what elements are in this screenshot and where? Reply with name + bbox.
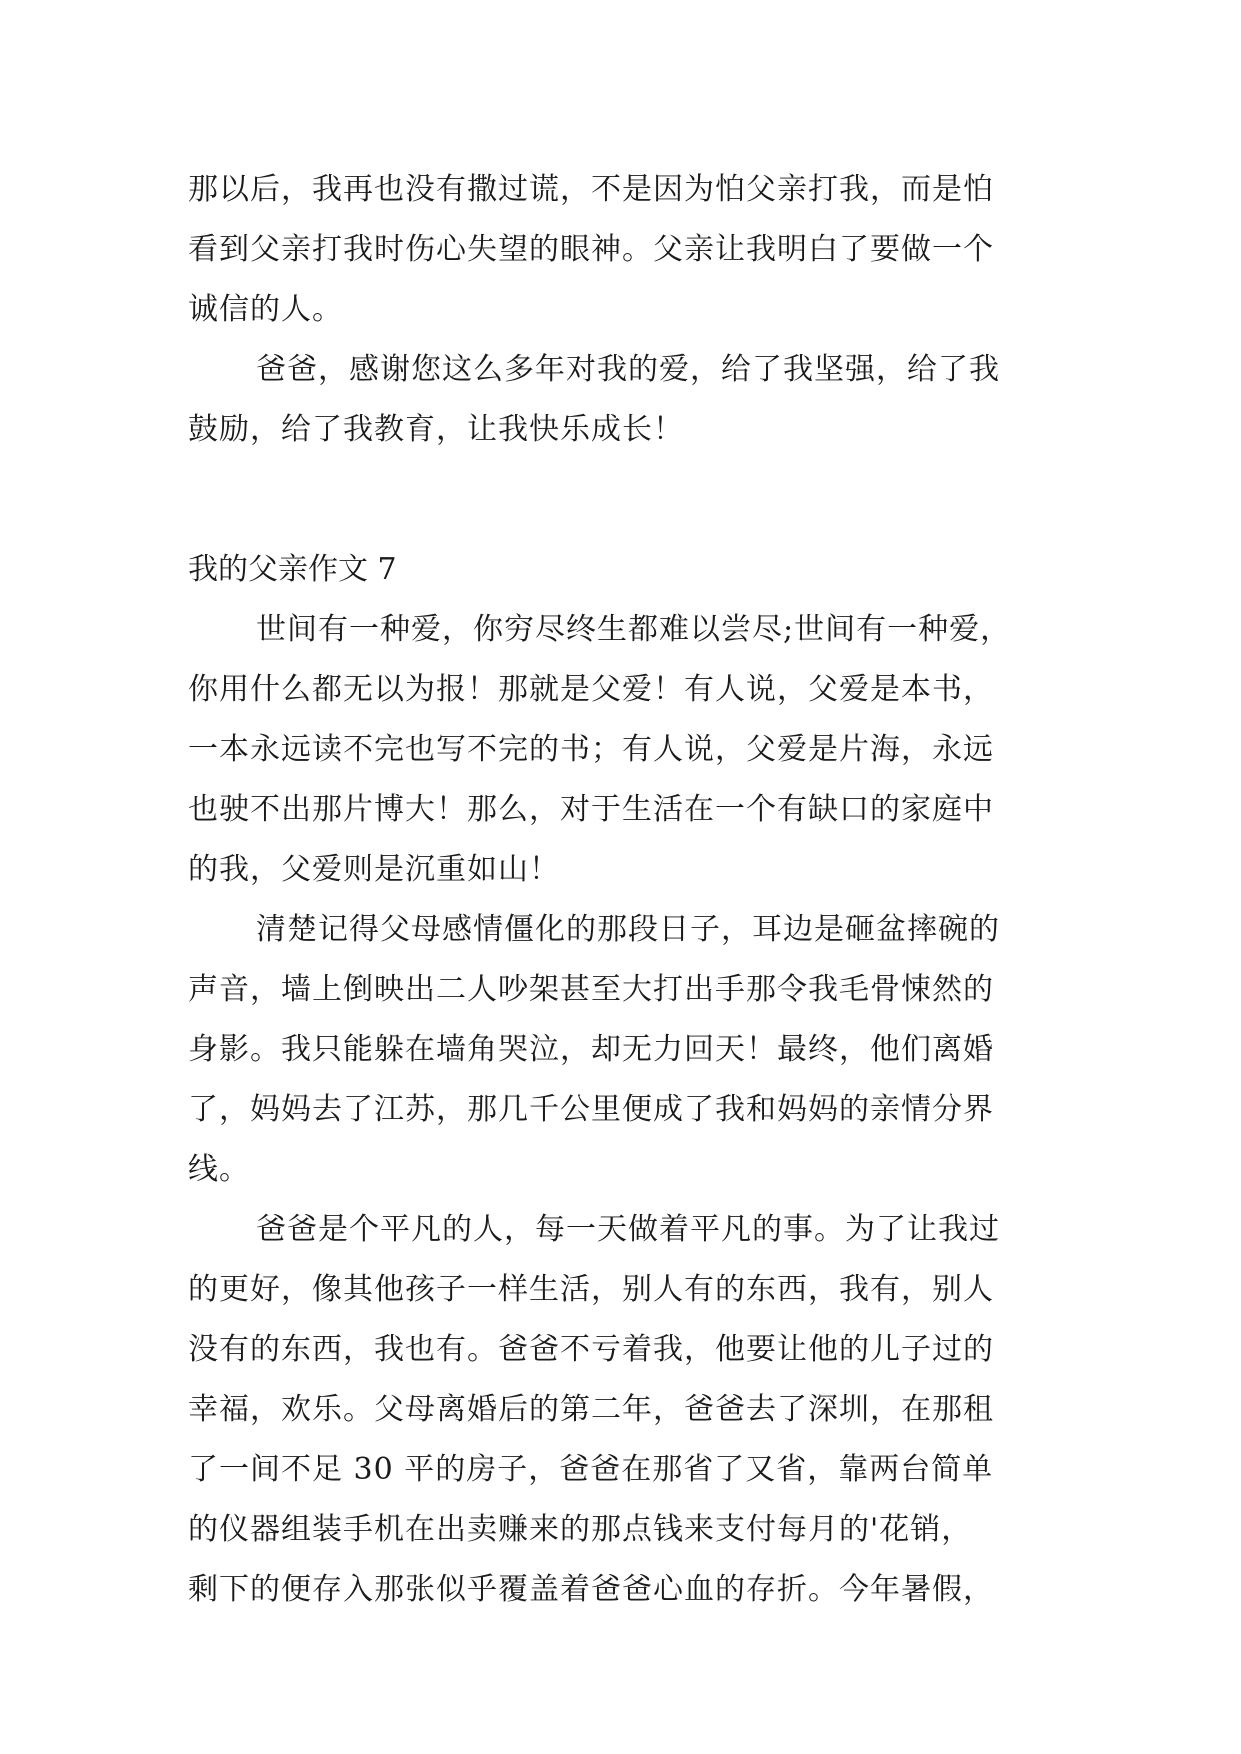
document-page <box>188 160 1054 1620</box>
text-line: 的仪器组装手机在出卖赚来的那点钱来支付每月的'花销， <box>188 1512 973 1547</box>
paragraph-3 <box>188 1200 1054 1620</box>
text-line: 爸爸是个平凡的人，每一天做着平凡的事。为了让我过 <box>256 1212 1000 1247</box>
text-line: 看到父亲打我时伤心失望的眼神。父亲让我明白了要做一个 <box>188 232 994 267</box>
text-line: 了，妈妈去了江苏，那几千公里便成了我和妈妈的亲情分界 <box>188 1092 994 1127</box>
section-heading: 我的父亲作文 7 <box>188 552 397 587</box>
text-line: 一本永远读不完也写不完的书；有人说，父爱是片海，永远 <box>188 732 994 767</box>
paragraph-prev-2 <box>188 340 1054 460</box>
text-line: 你用什么都无以为报！那就是父爱！有人说，父爱是本书， <box>188 672 994 707</box>
text-line: 线。 <box>188 1152 250 1187</box>
text-line: 也驶不出那片博大！那么，对于生活在一个有缺口的家庭中 <box>188 792 994 827</box>
text-line: 声音，墙上倒映出二人吵架甚至大打出手那令我毛骨悚然的 <box>188 972 994 1007</box>
text-line: 身影。我只能躲在墙角哭泣，却无力回天！最终，他们离婚 <box>188 1032 994 1067</box>
section-gap <box>188 460 1054 540</box>
text-line: 的更好，像其他孩子一样生活，别人有的东西，我有，别人 <box>188 1272 994 1307</box>
paragraph-1 <box>188 600 1054 900</box>
text-line: 诚信的人。 <box>188 292 343 327</box>
paragraph-2 <box>188 900 1054 1200</box>
text-line: 爸爸，感谢您这么多年对我的爱，给了我坚强，给了我 <box>256 352 1000 387</box>
text-line: 鼓励，给了我教育，让我快乐成长！ <box>188 412 684 447</box>
text-line: 了一间不足 30 平的房子，爸爸在那省了又省，靠两台简单 <box>188 1452 994 1487</box>
text-line: 没有的东西，我也有。爸爸不亏着我，他要让他的儿子过的 <box>188 1332 994 1367</box>
paragraph-prev-1 <box>188 160 1054 340</box>
text-line: 清楚记得父母感情僵化的那段日子，耳边是砸盆摔碗的 <box>256 912 1000 947</box>
text-line: 幸福，欢乐。父母离婚后的第二年，爸爸去了深圳，在那租 <box>188 1392 994 1427</box>
text-line: 那以后，我再也没有撒过谎，不是因为怕父亲打我，而是怕 <box>188 172 994 207</box>
text-line: 的我，父爱则是沉重如山！ <box>188 852 560 887</box>
text-line: 世间有一种爱，你穷尽终生都难以尝尽;世间有一种爱， <box>256 612 1012 647</box>
text-line: 剩下的便存入那张似乎覆盖着爸爸心血的存折。今年暑假， <box>188 1572 994 1607</box>
